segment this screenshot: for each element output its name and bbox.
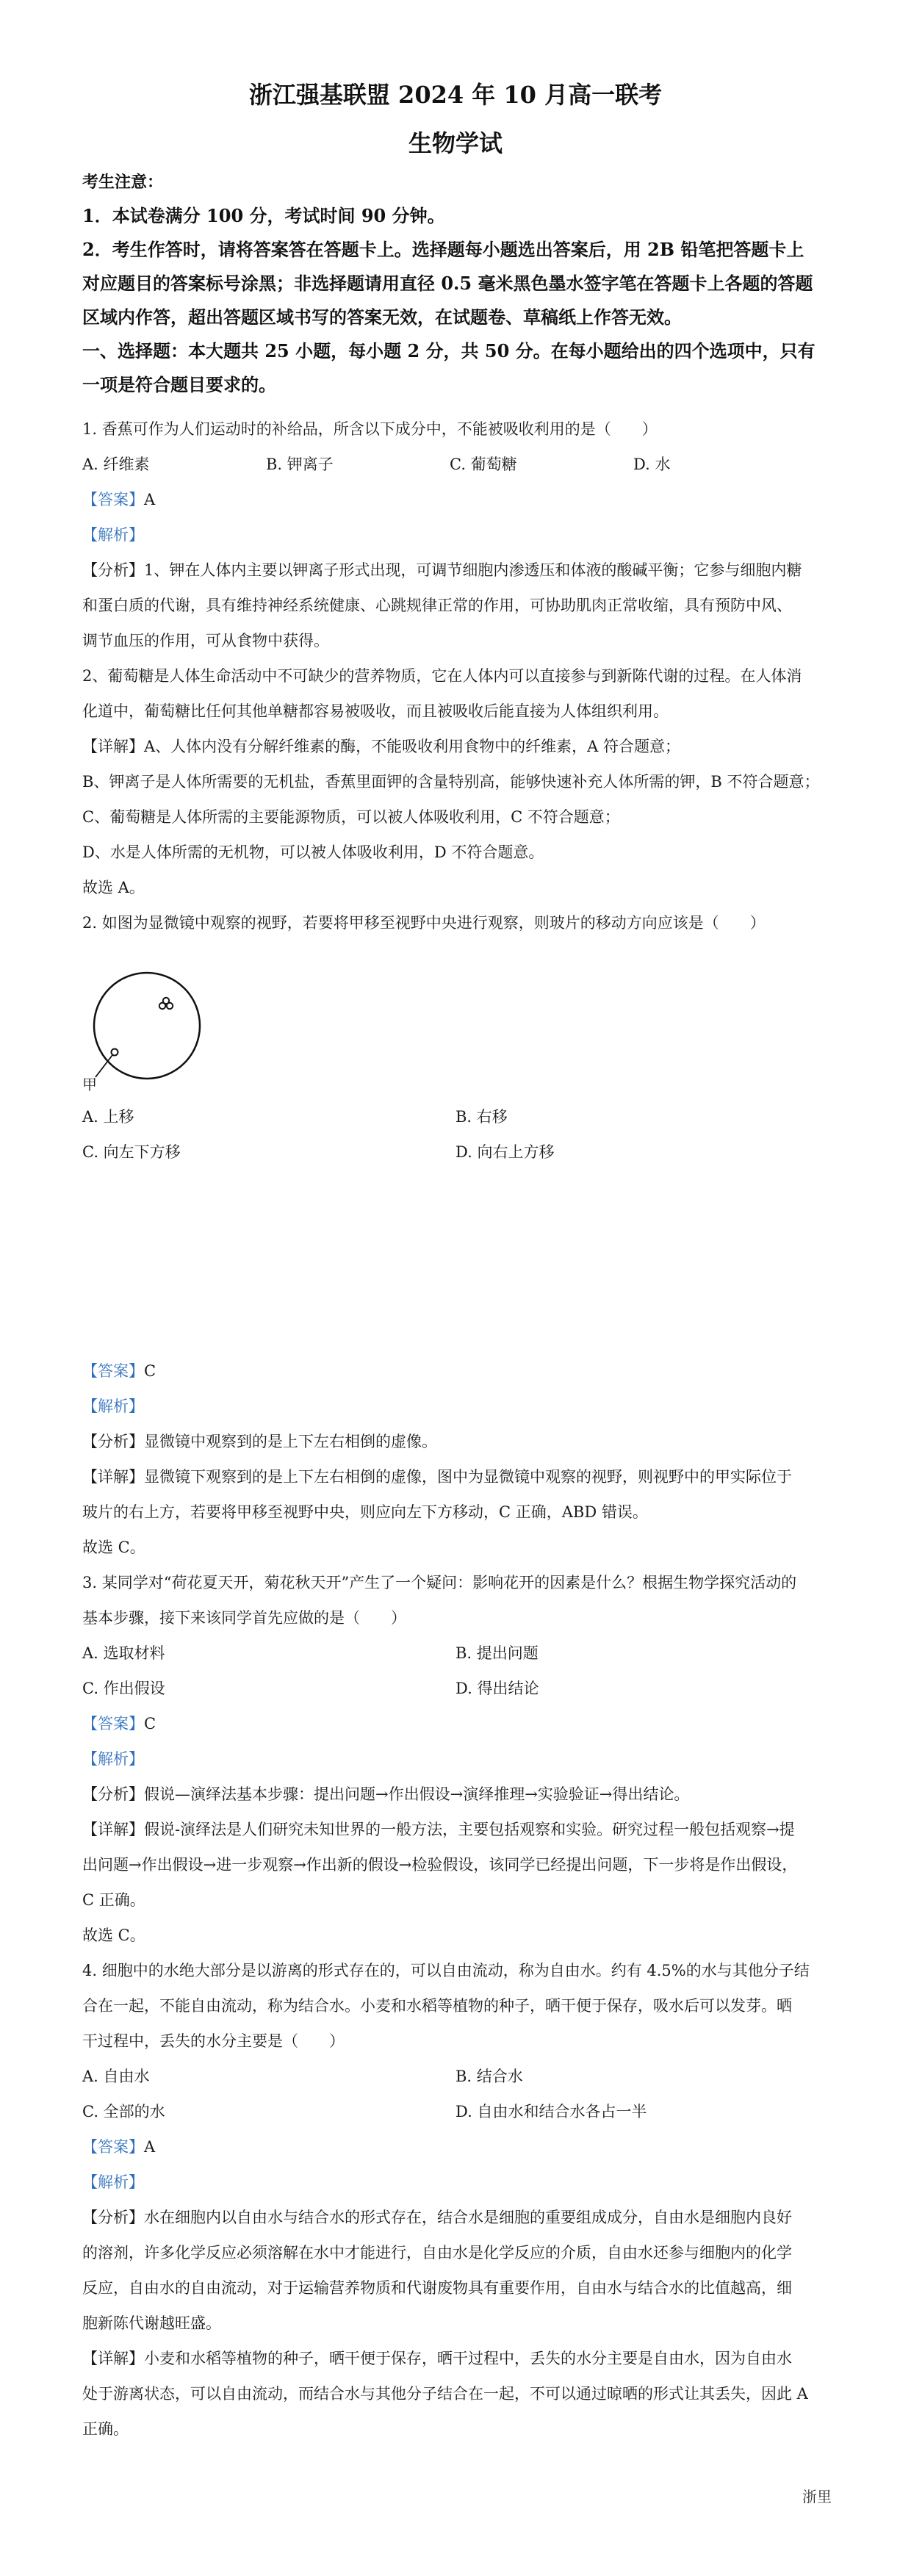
q1-explanation: 【分析】1、钾在人体内主要以钾离子形式出现，可调节细胞内渗透压和体液的酸碱平衡；它参与细胞内糖 [82, 561, 802, 579]
q1-analysis-tag: 【解析】 [82, 526, 144, 544]
question-3-stem: 3. 某同学对“荷花夏天开，菊花秋天开”产生了一个疑问：影响花开的因素是什么？根据生物学探究活动的 [82, 1574, 797, 1591]
q1-option-c: C. 葡萄糖 [450, 456, 517, 473]
q2-option-b: B. 右移 [455, 1108, 508, 1126]
q4-explanation: 处于游离状态，可以自由流动，而结合水与其他分子结合在一起，不可以通过晾晒的形式让其丢失，因此 A [82, 2385, 808, 2403]
notice-line: 对应题目的答案标号涂黑；非选择题请用直径 0.5 毫米黑色墨水签字笔在答题卡上各题的答题 [82, 273, 813, 294]
q1-option-d: D. 水 [633, 456, 671, 473]
cell-cluster-icon [159, 998, 173, 1009]
q2-option-c: C. 向左下方移 [82, 1143, 181, 1161]
q1-explanation: 2、葡萄糖是人体生命活动中不可缺少的营养物质，它在人体内可以直接参与到新陈代谢的过程。在人体消 [82, 667, 802, 685]
question-3-stem: 基本步骤，接下来该同学首先应做的是（ ） [82, 1609, 406, 1627]
q3-explanation: C 正确。 [82, 1891, 145, 1909]
question-4-stem: 4. 细胞中的水绝大部分是以游离的形式存在的，可以自由流动，称为自由水。约有 4.5%的水与其他分子结 [82, 1962, 810, 1979]
q3-option-a: A. 选取材料 [82, 1644, 165, 1662]
answer-tag: 【答案】 [82, 1362, 144, 1380]
q3-explanation: 出问题→作出假设→进一步观察→作出新的假设→检验假设，该同学已经提出问题，下一步将是作出假设， [82, 1856, 798, 1874]
q3-answer [82, 1713, 832, 1734]
microscope-field-figure [82, 967, 215, 1092]
question-4-stem: 合在一起，不能自由流动，称为结合水。小麦和水稻等植物的种子，晒干便于保存，吸水后可以发芽。晒 [82, 1997, 792, 2015]
page-footer: 浙里 [802, 2488, 832, 2505]
section-heading: 一项是符合题目要求的。 [82, 374, 276, 395]
q3-explanation: 【分析】假说—演绎法基本步骤：提出问题→作出假设→演绎推理→实验验证→得出结论。 [82, 1785, 690, 1803]
q4-explanation: 正确。 [82, 2420, 129, 2438]
answer-tag: 【答案】 [82, 491, 144, 508]
q3-explanation: 【详解】假说-演绎法是人们研究未知世界的一般方法，主要包括观察和实验。研究过程一般包括观察→提 [82, 1821, 795, 1838]
q1-explanation: 调节血压的作用，可从食物中获得。 [82, 632, 329, 650]
q4-option-b: B. 结合水 [455, 2068, 523, 2085]
section-heading: 一、选择题：本大题共 25 小题，每小题 2 分，共 50 分。在每小题给出的四个选项中，只有 [82, 340, 815, 361]
q1-explanation: C、葡萄糖是人体所需的主要能源物质，可以被人体吸收利用，C 不符合题意； [82, 808, 620, 826]
q4-explanation: 【分析】水在细胞内以自由水与结合水的形式存在，结合水是细胞的重要组成成分，自由水是细胞内良好 [82, 2209, 792, 2226]
exam-title: 浙江强基联盟 2024 年 10 月高一联考 [248, 81, 663, 109]
q4-explanation: 反应，自由水的自由流动，对于运输营养物质和代谢废物具有重要作用，自由水与结合水的比值越高，细 [82, 2279, 792, 2297]
q3-option-d: D. 得出结论 [455, 1680, 539, 1697]
answer-value: A [144, 2138, 156, 2156]
specimen-jia-marker [112, 1049, 118, 1056]
question-1-stem: 1. 香蕉可作为人们运动时的补给品，所含以下成分中，不能被吸收利用的是（ ） [82, 420, 658, 438]
q1-explanation: D、水是人体所需的无机物，可以被人体吸收利用，D 不符合题意。 [82, 843, 544, 861]
q4-analysis-tag: 【解析】 [82, 2173, 144, 2191]
q1-answer [82, 489, 832, 510]
q1-explanation: 【详解】A、人体内没有分解纤维素的酶，不能吸收利用食物中的纤维素，A 符合题意； [82, 738, 681, 755]
q2-explanation: 【详解】显微镜下观察到的是上下左右相倒的虚像，图中为显微镜中观察的视野，则视野中的甲实际位于 [82, 1468, 792, 1486]
q2-conclusion: 故选 C。 [82, 1539, 145, 1556]
q4-explanation: 的溶剂，许多化学反应必须溶解在水中才能进行，自由水是化学反应的介质，自由水还参与细胞内的化学 [82, 2244, 792, 2262]
q3-conclusion: 故选 C。 [82, 1926, 145, 1944]
figure-label-jia: 甲 [82, 1076, 97, 1093]
q1-explanation: 化道中，葡萄糖比任何其他单糖都容易被吸收，而且被吸收后能直接为人体组织利用。 [82, 702, 669, 720]
q3-option-b: B. 提出问题 [455, 1644, 539, 1662]
answer-tag: 【答案】 [82, 1715, 144, 1733]
q2-analysis-tag: 【解析】 [82, 1397, 144, 1415]
answer-value: C [144, 1715, 156, 1733]
q4-option-c: C. 全部的水 [82, 2103, 165, 2120]
label-pointer-line [96, 1055, 112, 1077]
notice-line: 1．本试卷满分 100 分，考试时间 90 分钟。 [82, 205, 445, 226]
q2-option-a: A. 上移 [82, 1108, 134, 1126]
q1-option-a: A. 纤维素 [82, 456, 150, 473]
answer-value: A [144, 491, 156, 508]
q1-explanation: 和蛋白质的代谢，具有维持神经系统健康、心跳规律正常的作用，可协助肌肉正常收缩，具有预防中风、 [82, 597, 792, 614]
q2-explanation: 【分析】显微镜中观察到的是上下左右相倒的虚像。 [82, 1433, 437, 1450]
field-of-view-circle [94, 973, 200, 1079]
q4-option-a: A. 自由水 [82, 2068, 150, 2085]
q2-answer [82, 1361, 832, 1381]
q3-option-c: C. 作出假设 [82, 1680, 165, 1697]
notice-line: 区域内作答，超出答题区域书写的答案无效，在试题卷、草稿纸上作答无效。 [82, 306, 682, 328]
q3-analysis-tag: 【解析】 [82, 1750, 144, 1768]
q4-explanation: 【详解】小麦和水稻等植物的种子，晒干便于保存，晒干过程中，丢失的水分主要是自由水，因为自由水 [82, 2350, 792, 2367]
answer-value: C [144, 1362, 156, 1380]
answer-tag: 【答案】 [82, 2138, 144, 2156]
q1-option-b: B. 钾离子 [266, 456, 334, 473]
q4-answer [82, 2137, 832, 2157]
q4-explanation: 胞新陈代谢越旺盛。 [82, 2314, 221, 2332]
q4-option-d: D. 自由水和结合水各占一半 [455, 2103, 647, 2120]
q1-conclusion: 故选 A。 [82, 879, 145, 896]
question-4-stem: 干过程中，丢失的水分主要是（ ） [82, 2032, 345, 2050]
q2-option-d: D. 向右上方移 [455, 1143, 555, 1161]
exam-subtitle: 生物学试 [408, 129, 503, 157]
q2-explanation: 玻片的右上方，若要将甲移至视野中央，则应向左下方移动，C 正确，ABD 错误。 [82, 1503, 648, 1521]
notice-line: 2．考生作答时，请将答案答在答题卡上。选择题每小题选出答案后，用 2B 铅笔把答题卡上 [82, 239, 804, 260]
notice-heading: 考生注意： [82, 173, 164, 192]
q1-explanation: B、钾离子是人体所需要的无机盐，香蕉里面钾的含量特别高，能够快速补充人体所需的钾，B 不符合题意； [82, 773, 820, 791]
question-2-stem: 2. 如图为显微镜中观察的视野，若要将甲移至视野中央进行观察，则玻片的移动方向应该是（ ） [82, 914, 766, 932]
